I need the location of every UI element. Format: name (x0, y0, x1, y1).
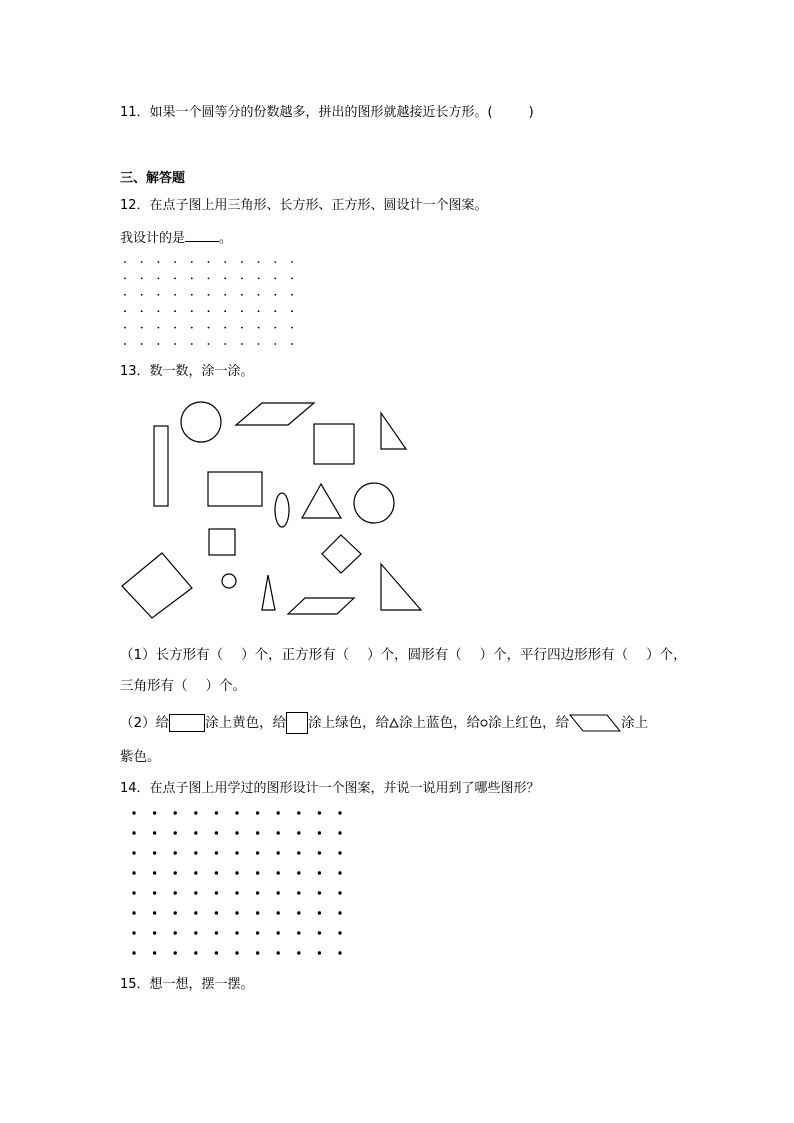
q14-number: 14． (120, 781, 150, 796)
grid-dot (235, 891, 238, 894)
grid-dot (215, 931, 218, 934)
q13-text: 数一数，涂一涂。 (149, 364, 254, 379)
grid-dot (194, 811, 197, 814)
grid-dot (174, 831, 177, 834)
q13-p1-text-b: ）个，正方形有（ (241, 647, 350, 663)
grid-dot (256, 811, 259, 814)
grid-dot (174, 811, 177, 814)
grid-dot (297, 871, 300, 874)
grid-dot (235, 871, 238, 874)
grid-dot (297, 811, 300, 814)
q13-p2-text-e: 涂上红色，给 (488, 715, 570, 731)
q15-line (120, 976, 254, 994)
q13-p1-text-c: ）个，圆形有（ (367, 647, 462, 663)
q13-p2-text-a: （2）给 (120, 715, 170, 731)
grid-dot (256, 891, 259, 894)
grid-dot (132, 951, 135, 954)
grid-dot (174, 891, 177, 894)
grid-dot (194, 891, 197, 894)
grid-dot (153, 891, 156, 894)
grid-dot (215, 951, 218, 954)
grid-dot (153, 931, 156, 934)
grid-dot (194, 911, 197, 914)
section-title: 三、解答题 (120, 171, 186, 186)
grid-dot (132, 811, 135, 814)
q13-p1-text-g: ）个。 (205, 678, 246, 694)
grid-dot (318, 871, 321, 874)
grid-dot (256, 951, 259, 954)
grid-dot (235, 951, 238, 954)
q11-text: 如果一个圆等分的份数越多，拼出的图形就越接近长方形。( (149, 105, 493, 120)
grid-dot (338, 911, 341, 914)
grid-dot (174, 851, 177, 854)
q13-number: 13． (120, 364, 150, 379)
q11-number: 11． (120, 105, 150, 120)
q13-p2-text-b: 涂上黄色，给 (205, 715, 287, 731)
grid-dot (215, 911, 218, 914)
grid-dot (277, 831, 280, 834)
grid-dot (338, 931, 341, 934)
grid-dot (174, 911, 177, 914)
grid-dot (194, 831, 197, 834)
grid-dot (235, 931, 238, 934)
grid-dot (318, 831, 321, 834)
q13-p2-text-d: 涂上蓝色，给 (399, 715, 481, 731)
grid-dot (338, 891, 341, 894)
grid-dot (318, 951, 321, 954)
grid-dot (256, 931, 259, 934)
grid-dot (277, 911, 280, 914)
grid-dot (215, 871, 218, 874)
q13-p1-text-a: （1）长方形有（ (120, 647, 224, 663)
q13-part2-line2: 紫色。 (120, 749, 161, 765)
q15-number: 15． (120, 977, 150, 992)
q13-p2-text-f: 涂上 (621, 715, 649, 731)
grid-dot (194, 851, 197, 854)
grid-dot (297, 851, 300, 854)
grid-dot (277, 871, 280, 874)
grid-dot (338, 831, 341, 834)
grid-dot (256, 911, 259, 914)
q15-text: 想一想，摆一摆。 (149, 977, 254, 992)
q13-p1-text-f: 三角形有（ (120, 678, 188, 694)
grid-dot (338, 951, 341, 954)
grid-dot (297, 891, 300, 894)
grid-dot (277, 811, 280, 814)
grid-dot (174, 871, 177, 874)
grid-dot (153, 851, 156, 854)
q14-text: 在点子图上用学过的图形设计一个图案，并说一说用到了哪些图形？ (149, 781, 540, 796)
grid-dot (297, 831, 300, 834)
grid-dot (153, 811, 156, 814)
grid-dot (338, 851, 341, 854)
grid-dot (174, 951, 177, 954)
grid-dot (277, 931, 280, 934)
grid-dot (318, 911, 321, 914)
grid-dot (256, 851, 259, 854)
grid-dot (194, 871, 197, 874)
q12-text: 在点子图上用三角形、长方形、正方形、圆设计一个图案。 (149, 198, 488, 213)
grid-dot (277, 891, 280, 894)
grid-dot (215, 851, 218, 854)
grid-dot (277, 851, 280, 854)
grid-dot (297, 951, 300, 954)
grid-dot (338, 871, 341, 874)
grid-dot (318, 811, 321, 814)
grid-dot (297, 911, 300, 914)
grid-dot (132, 911, 135, 914)
grid-dot (153, 951, 156, 954)
grid-dot (153, 871, 156, 874)
grid-dot (153, 831, 156, 834)
grid-dot (215, 891, 218, 894)
grid-dot (153, 911, 156, 914)
grid-dot (256, 831, 259, 834)
grid-dot (318, 851, 321, 854)
grid-dot (174, 931, 177, 934)
grid-dot (235, 831, 238, 834)
grid-dot (256, 871, 259, 874)
grid-dot (297, 931, 300, 934)
grid-dot (132, 831, 135, 834)
q12-number: 12． (120, 198, 150, 213)
q13-p1-text-e: ）个， (646, 647, 687, 663)
q11-close-paren: ) (528, 105, 534, 120)
q12-answer-prefix: 我设计的是 (120, 231, 186, 246)
grid-dot (235, 811, 238, 814)
grid-dot (194, 931, 197, 934)
grid-dot (277, 951, 280, 954)
grid-dot (215, 811, 218, 814)
grid-dot (215, 831, 218, 834)
q13-p2-text-c: 涂上绿色，给 (308, 715, 390, 731)
grid-dot (235, 911, 238, 914)
grid-dot (318, 931, 321, 934)
grid-dot (318, 891, 321, 894)
grid-dot (132, 891, 135, 894)
grid-dot (235, 851, 238, 854)
q12-answer-suffix: 。 (219, 231, 233, 246)
grid-dot (132, 851, 135, 854)
grid-dot (338, 811, 341, 814)
grid-dot (194, 951, 197, 954)
grid-dot (132, 931, 135, 934)
q13-p1-text-d: ）个，平行四边形形有（ (479, 647, 629, 663)
grid-dot (132, 871, 135, 874)
